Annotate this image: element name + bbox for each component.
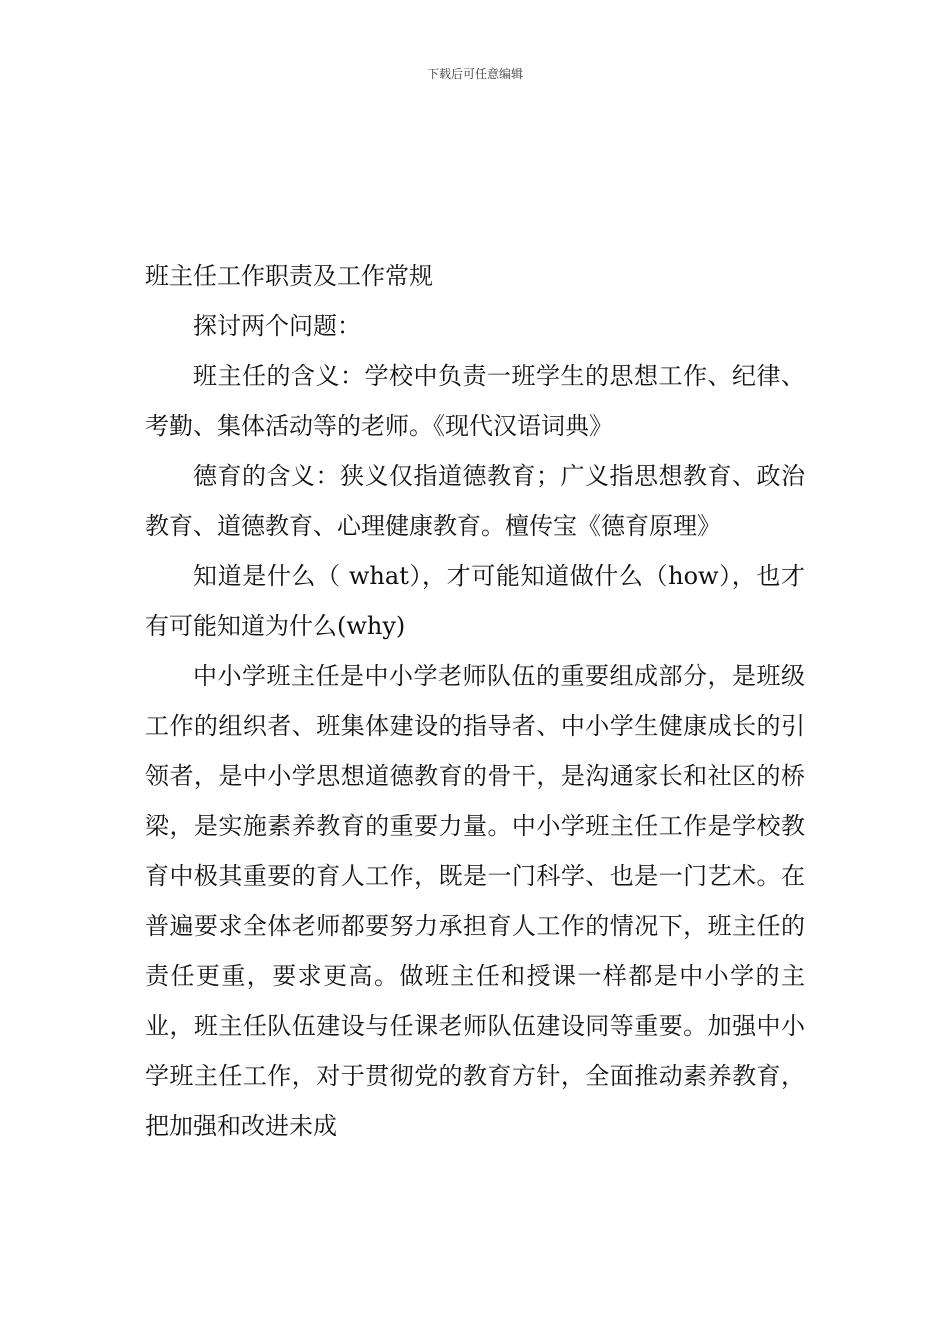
document-title: 班主任工作职责及工作常规 bbox=[145, 262, 433, 290]
paragraph-moral-education-definition: 德育的含义：狭义仅指道德教育；广义指思想教育、政治教育、道德教育、心理健康教育。檀传宝《德育原理》 bbox=[145, 462, 805, 540]
document-body bbox=[145, 251, 805, 1151]
paragraph-what-how-why: 知道是什么（ what），才可能知道做什么（how），也才有可能知道为什么(why) bbox=[145, 562, 805, 640]
paragraph-headteacher-definition: 班主任的含义：学校中负责一班学生的思想工作、纪律、考勤、集体活动等的老师。《现代汉语词典》 bbox=[145, 362, 805, 440]
paragraph-topics: 探讨两个问题： bbox=[193, 312, 361, 340]
page-header: 下载后可任意编辑 bbox=[426, 67, 523, 81]
paragraph-headteacher-role: 中小学班主任是中小学老师队伍的重要组成部分，是班级工作的组织者、班集体建设的指导者、中小学生健康成长的引领者，是中小学思想道德教育的骨干，是沟通家长和社区的桥梁，是实施素养教育的重要力量。中小学班主任工作是学校教育中极其重要的育人工作，既是一门科学、也是一门艺术。在普遍要求全体老师都要努力承担育人工作的情况下，班主任的责任更重，要求更高。做班主任和授课一样都是中小学的主业，班主任队伍建设与任课老师队伍建设同等重要。加强中小学班主任工作，对于贯彻党的教育方针，全面推动素养教育，把加强和改进未成 bbox=[145, 662, 805, 1140]
